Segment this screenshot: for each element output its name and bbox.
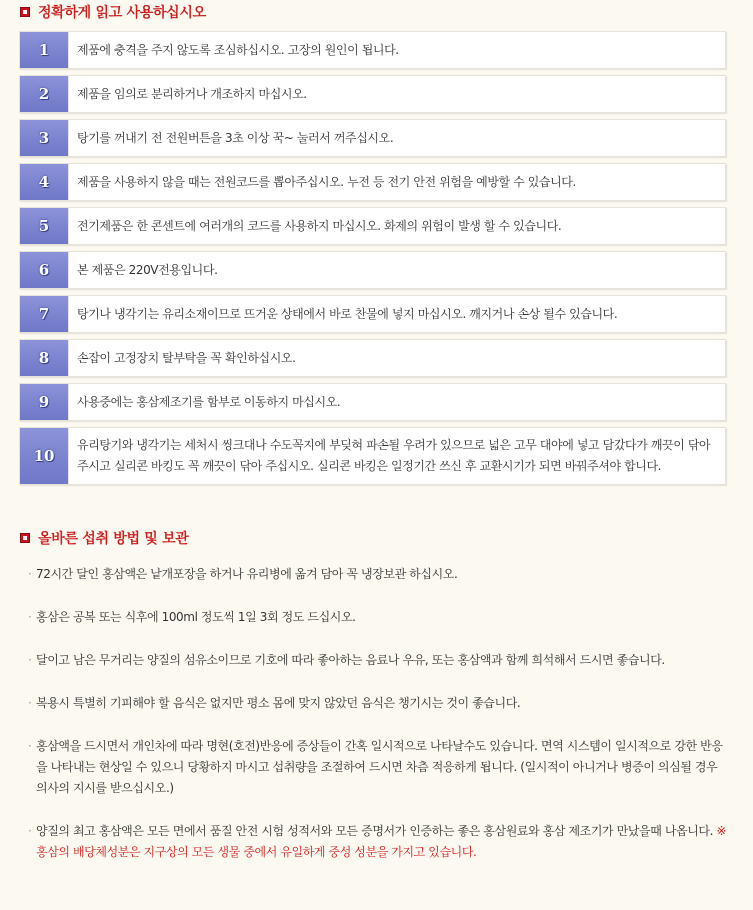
number-badge: 1 (20, 32, 68, 68)
tip-item (28, 693, 728, 714)
caution-text: 탕기를 꺼내기 전 전원버튼을 3초 이상 꾹~ 눌러서 꺼주십시오. (68, 120, 725, 156)
square-bullet-icon (20, 533, 30, 543)
number-badge: 2 (20, 76, 68, 112)
caution-list (19, 31, 726, 491)
caution-row (19, 207, 726, 245)
middle-dot-bullet: · (28, 696, 32, 710)
caution-text: 손잡이 고정장치 탈부탁을 꼭 확인하십시오. (68, 340, 725, 376)
tip-item (28, 736, 728, 799)
tip-text: 양질의 최고 홍삼액은 모든 면에서 품질 안전 시험 성적서와 모든 증명서가 인증하는 좋은 홍삼원료와 홍삼 제조기가 만났을때 나옵니다. (36, 824, 717, 838)
caution-row (19, 251, 726, 289)
number-badge: 3 (20, 120, 68, 156)
caution-row (19, 295, 726, 333)
middle-dot-bullet: · (28, 653, 32, 667)
caution-row (19, 427, 726, 485)
square-bullet-icon (20, 7, 30, 17)
number-badge: 4 (20, 164, 68, 200)
middle-dot-bullet: · (28, 567, 32, 581)
caution-text: 제품을 임의로 분리하거나 개조하지 마십시오. (68, 76, 725, 112)
caution-row (19, 31, 726, 69)
number-badge: 8 (20, 340, 68, 376)
tip-highlight-text: ※홍삼의 배당체성분은 지구상의 모든 생물 중에서 유일하게 중성 성분을 가지고 있습니다. (36, 824, 727, 859)
intake-tips-list (28, 564, 728, 863)
number-badge: 7 (20, 296, 68, 332)
caution-text: 전기제품은 한 콘센트에 여러개의 코드를 사용하지 마십시오. 화제의 위험이 발생 할 수 있습니다. (68, 208, 725, 244)
caution-text: 사용중에는 홍삼제조기를 함부로 이동하지 마십시오. (68, 384, 725, 420)
section-title-text: 정확하게 읽고 사용하십시오 (38, 5, 206, 21)
section-title-text: 올바른 섭취 방법 및 보관 (38, 531, 189, 547)
number-badge: 9 (20, 384, 68, 420)
number-badge: 10 (20, 428, 68, 484)
caution-row (19, 339, 726, 377)
middle-dot-bullet: · (28, 824, 32, 838)
tip-text: 홍삼은 공복 또는 식후에 100ml 정도씩 1일 3회 정도 드십시오. (36, 610, 356, 624)
number-badge: 5 (20, 208, 68, 244)
middle-dot-bullet: · (28, 739, 32, 753)
number-badge: 6 (20, 252, 68, 288)
caution-row (19, 119, 726, 157)
caution-text: 제품에 충격을 주지 않도록 조심하십시오. 고장의 원인이 됩니다. (68, 32, 725, 68)
tip-item (28, 821, 728, 863)
tip-item (28, 650, 728, 671)
middle-dot-bullet: · (28, 610, 32, 624)
caution-row (19, 163, 726, 201)
tip-text: 복용시 특별히 기피해야 할 음식은 없지만 평소 몸에 맞지 않았던 음식은 챙기시는 것이 좋습니다. (36, 696, 521, 710)
caution-text: 본 제품은 220V전용입니다. (68, 252, 725, 288)
section-title-usage (20, 2, 206, 22)
caution-text: 탕기나 냉각기는 유리소재이므로 뜨거운 상태에서 바로 찬물에 넣지 마십시오. 깨지거나 손상 될수 있습니다. (68, 296, 725, 332)
caution-row (19, 383, 726, 421)
caution-text: 유리탕기와 냉각기는 세처시 씽크대나 수도꼭지에 부딪혀 파손될 우려가 있으므로 넓은 고무 대야에 넣고 담갔다가 깨끗이 닦아 주시고 실리콘 바킹도 꼭 깨끗이 닦아 주십시오. 실리콘 바킹은 일정기간 쓰신 후 교환시기가 되면 바꿔주셔야 합니다. (68, 428, 725, 484)
caution-text: 제품을 사용하지 않을 때는 전원코드를 뽑아주십시오. 누전 등 전기 안전 위험을 예방할 수 있습니다. (68, 164, 725, 200)
caution-row (19, 75, 726, 113)
tip-text: 홍삼액을 드시면서 개인차에 따라 명현(호전)반응에 증상들이 간혹 일시적으로 나타날수도 있습니다. 면역 시스템이 일시적으로 강한 반응을 나타내는 현상일 수 있으니 당황하지 마시고 섭취량을 조절하여 드시면 차츰 적응하게 됩니다. (일시적이 아니거나 병증이 의심될 경우 의사의 지시를 받으십시오.) (36, 739, 723, 795)
tip-item (28, 564, 728, 585)
tip-text: 달이고 남은 무거리는 양질의 섬유소이므로 기호에 따라 좋아하는 음료나 우유, 또는 홍삼액과 함께 희석해서 드시면 좋습니다. (36, 653, 665, 667)
tip-text: 72시간 달인 홍삼액은 낱개포장을 하거나 유리병에 옮겨 담아 꼭 냉장보관 하십시오. (36, 567, 458, 581)
section-title-intake (20, 528, 189, 548)
tip-item (28, 607, 728, 628)
